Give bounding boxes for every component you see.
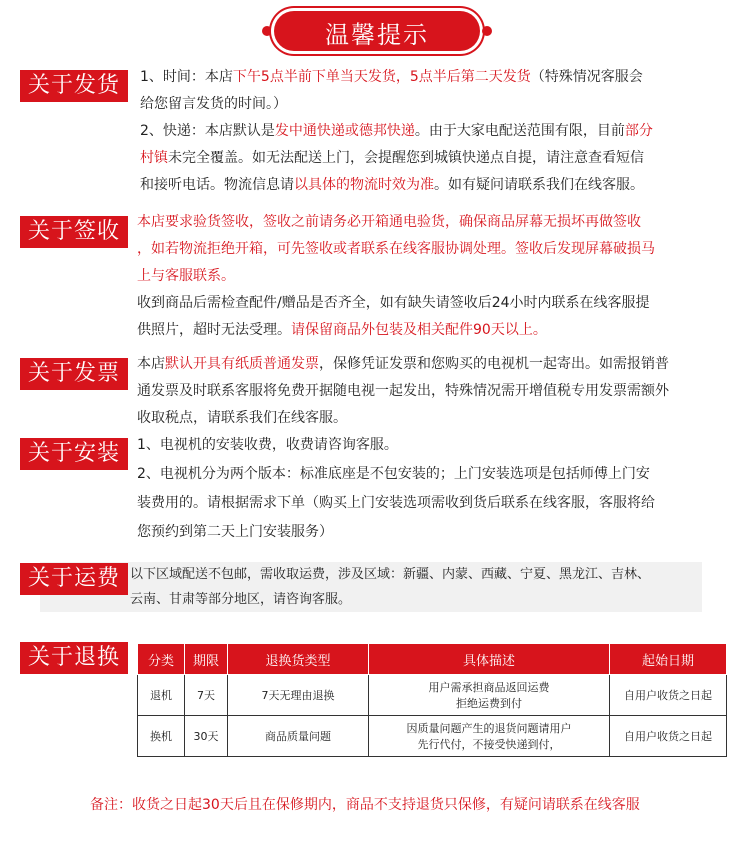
cell-category: 退机: [138, 675, 185, 716]
freight-line-1: 以下区域配送不包邮，需收取运费，涉及区域：新疆、内蒙、西藏、宁夏、黑龙江、吉林、: [130, 567, 651, 582]
title-banner: [262, 6, 492, 56]
receipt-line-4: 收到商品后需检查配件/赠品是否齐全，如有缺失请签收后24小时内联系在线客服提: [137, 295, 650, 311]
returns-table-header: [138, 644, 727, 675]
install-line-1: 1、电视机的安装收费，收费请咨询客服。: [137, 437, 398, 453]
table-row: [138, 716, 727, 757]
cell-period: 30天: [185, 716, 228, 757]
cell-description: 用户需承担商品返回运费 拒绝运费到付: [369, 675, 610, 716]
cell-type: 7天无理由退换: [228, 675, 369, 716]
shipping-line-1: 1、时间：本店下午5点半前下单当天发货，5点半后第二天发货（特殊情况客服会: [140, 69, 643, 85]
install-line-3: 装费用的。请根据需求下单（购买上门安装选项需收到货后联系在线客服，客服将给: [137, 495, 655, 511]
invoice-line-3: 收取税点，请联系我们在线客服。: [137, 410, 347, 426]
cell-start-date: 自用户收货之日起: [610, 716, 727, 757]
shipping-line-5: 和接听电话。物流信息请以具体的物流时效为准。如有疑问请联系我们在线客服。: [140, 177, 644, 193]
freight-line-2: 云南、甘肃等部分地区，请咨询客服。: [130, 592, 352, 607]
shipping-text: [140, 64, 740, 91]
header-category: 分类: [138, 644, 185, 675]
cell-period: 7天: [185, 675, 228, 716]
header-period: 期限: [185, 644, 228, 675]
header-start-date: 起始日期: [610, 644, 727, 675]
page-title: 温馨提示: [325, 21, 429, 49]
shipping-line-2: 给您留言发货的时间。）: [140, 96, 287, 112]
section-tag-freight: 关于运费: [20, 563, 128, 595]
cell-start-date: 自用户收货之日起: [610, 675, 727, 716]
section-tag-returns: 关于退换: [20, 642, 128, 674]
invoice-line-1: 本店默认开具有纸质普通发票，保修凭证发票和您购买的电视机一起寄出。如需报销普: [137, 356, 669, 372]
invoice-line-2: 通发票及时联系客服将免费开据随电视一起发出，特殊情况需开增值税专用发票需额外: [137, 383, 669, 399]
footer-note: 备注：收货之日起30天后且在保修期内，商品不支持退货只保修，有疑问请联系在线客服: [90, 797, 640, 813]
receipt-line-3: 上与客服联系。: [137, 268, 235, 284]
section-tag-receipt: 关于签收: [20, 216, 128, 248]
section-tag-shipping: 关于发货: [20, 70, 128, 102]
table-row: [138, 675, 727, 716]
shipping-line-3: 2、快递：本店默认是发中通快递或德邦快递。由于大家电配送范围有限，目前部分: [140, 123, 653, 139]
receipt-line-5: 供照片，超时无法受理。请保留商品外包装及相关配件90天以上。: [137, 322, 547, 338]
header-description: 具体描述: [369, 644, 610, 675]
cell-category: 换机: [138, 716, 185, 757]
returns-table: [137, 643, 727, 757]
install-line-2: 2、电视机分为两个版本：标准底座是不包安装的；上门安装选项是包括师傅上门安: [137, 466, 650, 482]
shipping-line-4: 村镇未完全覆盖。如无法配送上门，会提醒您到城镇快递点自提，请注意查看短信: [140, 150, 644, 166]
section-tag-invoice: 关于发票: [20, 358, 128, 390]
receipt-line-1: 本店要求验货签收，签收之前请务必开箱通电验货，确保商品屏幕无损坏再做签收: [137, 214, 641, 230]
section-tag-install: 关于安装: [20, 438, 128, 470]
receipt-line-2: ，如若物流拒绝开箱，可先签收或者联系在线客服协调处理。签收后发现屏幕破损马: [137, 241, 655, 257]
install-line-4: 您预约到第二天上门安装服务）: [137, 524, 333, 540]
cell-type: 商品质量问题: [228, 716, 369, 757]
cell-description: 因质量问题产生的退货问题请用户 先行代付，不接受快递到付，: [369, 716, 610, 757]
header-type: 退换货类型: [228, 644, 369, 675]
